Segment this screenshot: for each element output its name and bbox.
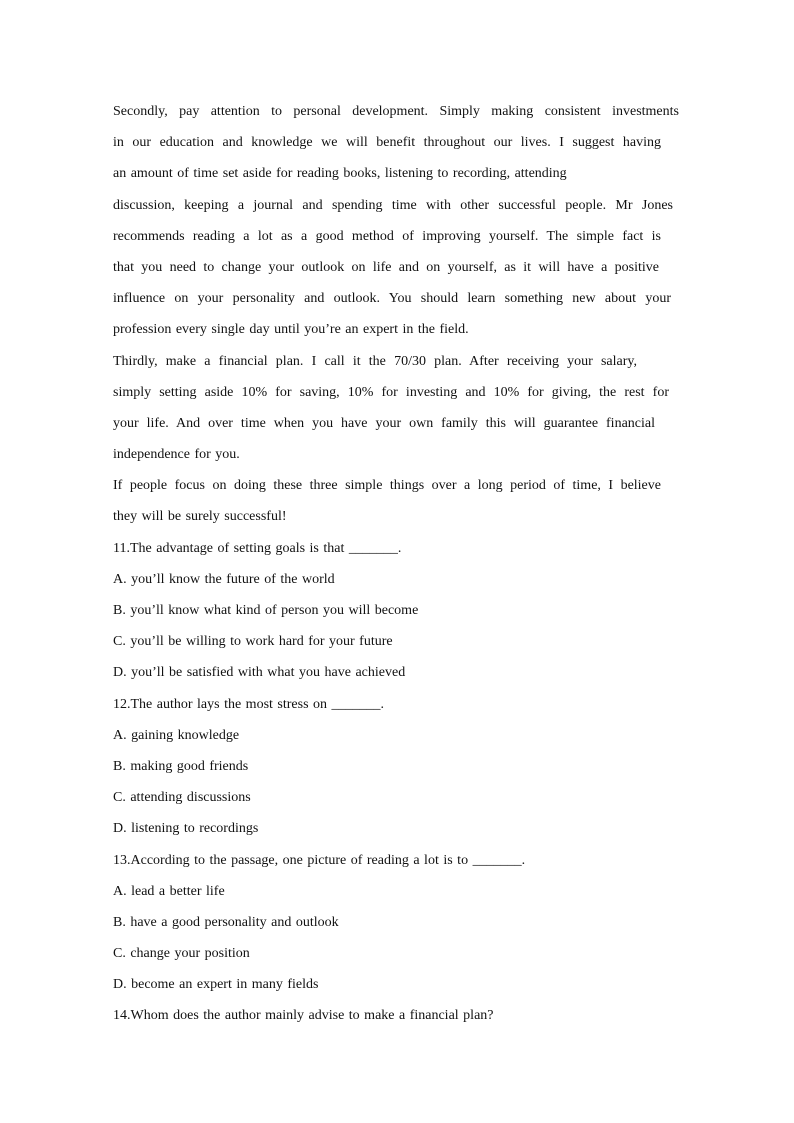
question-option-a: A. gaining knowledge — [113, 727, 240, 743]
paragraph-line: discussion, keeping a journal and spending time with other successful people. Mr Jones — [113, 197, 673, 213]
question-13 — [113, 845, 679, 1001]
question-option-b: B. you’ll know what kind of person you will become — [113, 603, 419, 618]
paragraph-line: simply setting aside 10% for saving, 10% for investing and 10% for giving, the rest for — [113, 384, 669, 400]
paragraph-line: If people focus on doing these three simple things over a long period of time, I believe — [113, 478, 661, 494]
question-stem: 12.The author lays the most stress on _______. — [113, 696, 385, 712]
passage-paragraph-secondly — [113, 96, 679, 346]
question-option-d: D. listening to recordings — [113, 821, 259, 837]
paragraph-line: independence for you. — [113, 447, 240, 463]
question-stem: 11.The advantage of setting goals is that _______. — [113, 540, 402, 556]
passage-paragraph-thirdly — [113, 346, 679, 471]
question-option-d: D. you’ll be satisfied with what you have achieved — [113, 665, 406, 681]
question-option-d: D. become an expert in many fields — [113, 977, 319, 993]
question-option-b: B. have a good personality and outlook — [113, 914, 339, 930]
question-option-c: C. attending discussions — [113, 790, 251, 806]
paragraph-line: Secondly, pay attention to personal development. Simply making consistent investments — [113, 104, 679, 119]
question-12 — [113, 689, 679, 845]
paragraph-line: in our education and knowledge we will benefit throughout our lives. I suggest having — [113, 135, 661, 151]
document-content — [113, 96, 679, 1032]
question-11 — [113, 533, 679, 689]
question-option-a: A. lead a better life — [113, 883, 225, 899]
passage-paragraph-conclusion — [113, 470, 679, 532]
question-option-a: A. you’ll know the future of the world — [113, 571, 335, 587]
paragraph-line: influence on your personality and outlook. You should learn something new about your — [113, 291, 671, 307]
paragraph-line: they will be surely successful! — [113, 509, 287, 525]
paragraph-line: your life. And over time when you have your own family this will guarantee financial — [113, 415, 655, 431]
question-option-b: B. making good friends — [113, 758, 249, 774]
question-stem: 14.Whom does the author mainly advise to make a financial plan? — [113, 1008, 494, 1024]
question-option-c: C. change your position — [113, 946, 250, 962]
paragraph-line: an amount of time set aside for reading books, listening to recording, attending — [113, 166, 567, 182]
paragraph-line: that you need to change your outlook on life and on yourself, as it will have a positive — [113, 259, 659, 275]
question-option-c: C. you’ll be willing to work hard for your future — [113, 634, 393, 650]
paragraph-line: profession every single day until you’re an expert in the field. — [113, 322, 469, 338]
question-14 — [113, 1000, 679, 1031]
paragraph-line: recommends reading a lot as a good method of improving yourself. The simple fact is — [113, 228, 661, 244]
paragraph-line: Thirdly, make a financial plan. I call it the 70/30 plan. After receiving your salary, — [113, 353, 637, 369]
question-stem: 13.According to the passage, one picture of reading a lot is to _______. — [113, 852, 526, 868]
